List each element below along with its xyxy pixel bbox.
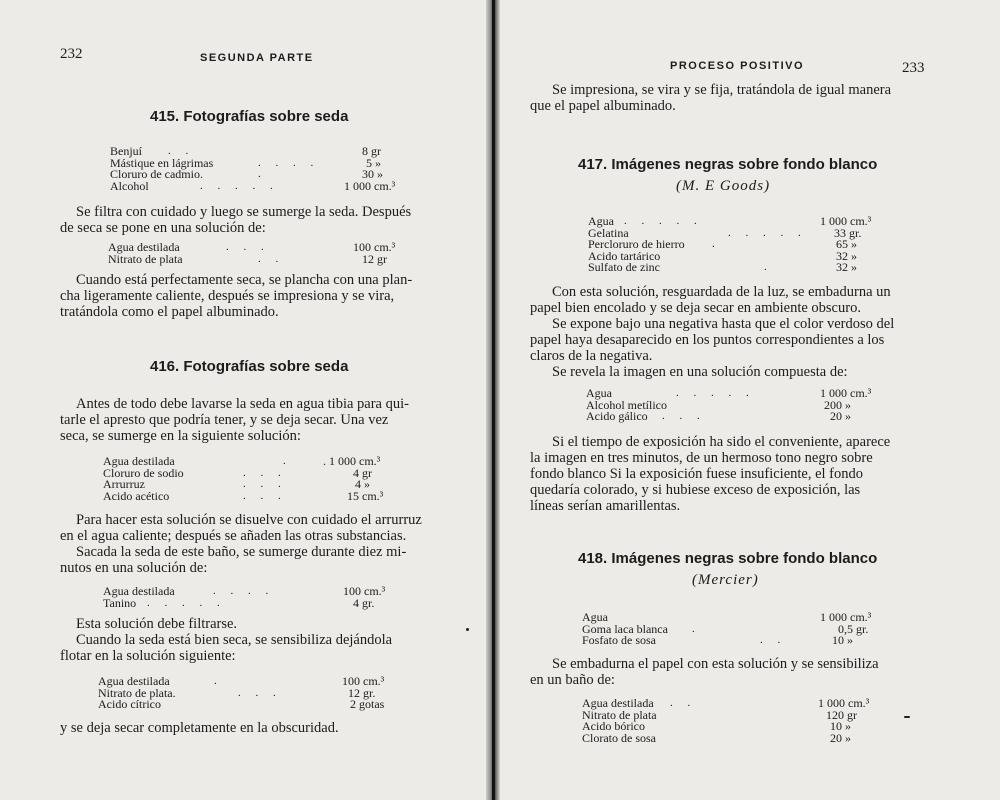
text-line: Esta solución debe filtrarse. xyxy=(76,616,238,632)
ingredient: Nitrato de plata xyxy=(582,707,657,722)
page-number: 232 xyxy=(60,46,83,62)
right-page xyxy=(500,0,1000,800)
section-subheading-418: (Mercier) xyxy=(692,572,759,588)
ingredient: Acido cítrico xyxy=(98,697,161,711)
recipe-415 xyxy=(110,146,410,192)
paragraph xyxy=(530,434,890,514)
amount: 12 gr xyxy=(362,251,387,266)
recipe-row xyxy=(103,595,413,610)
ingredient: Acido gálico xyxy=(586,409,648,423)
text-line: tarle el apresto que podría tener, y se deja secar. Una vez xyxy=(60,412,389,428)
page-number: 233 xyxy=(902,60,925,76)
running-head: PROCESO POSITIVO xyxy=(670,60,805,72)
text-line: Para hacer esta solución se disuelve con cuidado el arrurruz xyxy=(76,512,422,528)
text-line: Se embadurna el papel con esta solución y se sensibiliza xyxy=(552,656,879,672)
amount: 1 000 cm.³ xyxy=(818,696,870,710)
text-line: quedaría colorado, y si hubiese exceso de exposición, las xyxy=(530,482,861,498)
leader-dots: . . . xyxy=(662,410,706,422)
amount: 0,5 gr. xyxy=(838,621,869,636)
leader-dots: . . . xyxy=(243,478,287,490)
text-line: Se impresiona, se vira y se fija, tratándola de igual manera xyxy=(552,82,892,98)
text-line: nutos en una solución de: xyxy=(60,560,208,576)
text-line: Si el tiempo de exposición ha sido el conveniente, aparece xyxy=(552,434,891,450)
section-heading-416: 416. Fotografías sobre seda xyxy=(150,358,349,375)
print-speck xyxy=(904,716,910,718)
section-subheading-417: (M. E Goods) xyxy=(676,178,771,194)
leader-dots: . . . xyxy=(238,686,282,699)
text-line: que el papel albuminado. xyxy=(530,98,676,114)
amount: 200 » xyxy=(824,397,851,412)
ingredient: Goma laca blanca xyxy=(582,621,668,636)
amount: 32 » xyxy=(836,248,857,263)
section-heading-417: 417. Imágenes negras sobre fondo blanco xyxy=(578,156,878,173)
leader-dots: . xyxy=(764,261,773,273)
text-line: flotar en la solución siguiente: xyxy=(60,648,236,664)
leader-dots: . . xyxy=(760,634,787,646)
recipe-416-b xyxy=(103,586,413,609)
recipe-row xyxy=(103,488,413,503)
leader-dots: . . xyxy=(670,697,697,709)
amount: 8 gr xyxy=(362,144,381,158)
paragraph xyxy=(60,396,409,444)
recipe-row xyxy=(110,178,410,193)
ingredient: Fosfato de sosa xyxy=(582,633,656,647)
recipe-row xyxy=(108,251,408,266)
recipe-row xyxy=(582,635,882,647)
amount: 4 gr xyxy=(353,465,372,480)
leader-dots: . . . xyxy=(243,466,287,479)
leader-dots: . xyxy=(692,622,701,635)
amount: 100 cm.³ xyxy=(353,240,396,254)
recipe-row xyxy=(586,411,886,423)
text-line: Se filtra con cuidado y luego se sumerge la seda. Después xyxy=(76,204,412,220)
paragraph xyxy=(530,656,879,688)
amount: 5 » xyxy=(366,155,381,170)
ingredient: Cloruro de cadmio. xyxy=(110,167,203,181)
amount: 20 » xyxy=(830,409,851,423)
leader-dots: . xyxy=(283,455,292,467)
amount: 1 000 cm.³ xyxy=(820,386,872,400)
text-line: Con esta solución, resguardada de la luz, se embadurna un xyxy=(552,284,891,300)
amount: 10 » xyxy=(830,719,851,733)
text-line: Cuando está perfectamente seca, se plancha con una plan- xyxy=(76,272,413,288)
ingredient: Nitrato de plata. xyxy=(98,685,176,700)
leader-dots: . xyxy=(258,168,267,180)
ingredient: Percloruro de hierro xyxy=(588,237,685,251)
ingredient: Acido bórico xyxy=(582,719,645,733)
text-line: líneas serían amarillentas. xyxy=(530,498,681,514)
gutter-shadow xyxy=(492,0,495,800)
recipe-row xyxy=(98,699,408,711)
amount: 1 000 cm.³ xyxy=(820,610,872,624)
ingredient: Agua destilada xyxy=(582,696,654,710)
print-speck xyxy=(466,628,469,631)
amount: 65 » xyxy=(836,237,857,251)
ingredient: Benjuí xyxy=(110,144,142,158)
leader-dots: . . . . . xyxy=(147,596,226,609)
paragraph xyxy=(530,284,894,380)
paragraph xyxy=(60,512,422,576)
amount: 120 gr xyxy=(826,707,857,722)
text-line: la imagen en tres minutos, de un hermoso tono negro sobre xyxy=(530,450,873,466)
text-line: Antes de todo debe lavarse la seda en agua tibia para qui- xyxy=(76,396,409,412)
amount: 12 gr. xyxy=(348,685,376,700)
section-heading-418: 418. Imágenes negras sobre fondo blanco xyxy=(578,550,878,567)
paragraph xyxy=(60,616,392,664)
ingredient: Agua xyxy=(588,214,614,228)
ingredient: Sulfato de zinc xyxy=(588,260,660,274)
text-line: Se expone bajo una negativa hasta que el color verdoso del xyxy=(552,316,895,332)
leader-dots: . xyxy=(712,238,721,250)
ingredient: Nitrato de plata xyxy=(108,251,183,266)
left-page xyxy=(0,0,486,800)
ingredient: Agua destilada xyxy=(103,584,175,598)
text-line: Cuando la seda está bien seca, se sensibiliza dejándola xyxy=(76,632,393,648)
leader-dots: . . . xyxy=(226,241,270,253)
ingredient: Agua destilada xyxy=(98,674,170,688)
amount: 4 gr. xyxy=(353,595,375,610)
ingredient: Arrurruz xyxy=(103,477,145,491)
paragraph xyxy=(60,272,412,320)
leader-dots: . . . . . xyxy=(624,215,703,227)
ingredient: Alcohol xyxy=(110,178,149,193)
amount: 15 cm.³ xyxy=(347,488,384,503)
leader-dots: . . . . . xyxy=(728,226,807,239)
recipe-417-b xyxy=(586,388,886,423)
recipe-418-b xyxy=(582,698,882,744)
ingredient: Cloruro de sodio xyxy=(103,465,184,480)
leader-dots: . . . . . xyxy=(676,387,755,399)
recipe-416-c xyxy=(98,676,408,711)
text-line: en el agua caliente; después se añaden las otras substancias. xyxy=(60,528,407,544)
leader-dots: . . xyxy=(258,252,285,265)
recipe-row xyxy=(582,730,882,745)
ingredient: Gelatina xyxy=(588,225,629,240)
leader-dots: . xyxy=(214,675,223,687)
amount: 100 cm.³ xyxy=(342,674,385,688)
amount: 30 » xyxy=(362,167,383,181)
ingredient: Alcohol metílico xyxy=(586,397,667,412)
paragraph xyxy=(60,204,411,236)
text-line: Sacada la seda de este baño, se sumerge durante diez mi- xyxy=(76,544,407,560)
paragraph xyxy=(60,720,339,736)
text-line: de seca se pone en una solución de: xyxy=(60,220,266,236)
text-line: Se revela la imagen en una solución compuesta de: xyxy=(552,364,848,380)
amount: 1 000 cm.³ xyxy=(820,214,872,228)
text-line: claros de la negativa. xyxy=(530,348,653,364)
amount: 4 » xyxy=(355,477,370,491)
ingredient: Agua xyxy=(582,610,608,624)
section-heading-415: 415. Fotografías sobre seda xyxy=(150,108,349,125)
text-line: en un baño de: xyxy=(530,672,615,688)
ingredient: Mástique en lágrimas xyxy=(110,155,214,170)
text-line: tratándola como el papel albuminado. xyxy=(60,304,279,320)
amount: 1 000 cm.³ xyxy=(344,178,396,193)
recipe-418 xyxy=(582,612,882,647)
ingredient: Acido tartárico xyxy=(588,248,661,263)
text-line: fondo blanco Si la exposición fuese insuficiente, el fondo xyxy=(530,466,864,482)
text-line: cha ligeramente caliente, después se impresiona y se vira, xyxy=(60,288,395,304)
ingredient: Tanino xyxy=(103,595,137,610)
recipe-416 xyxy=(103,456,413,502)
leader-dots: . . . . xyxy=(213,585,275,597)
leader-dots: . . xyxy=(168,145,195,157)
leader-dots: . . . . xyxy=(258,156,320,169)
amount: . 1 000 cm.³ xyxy=(323,454,381,468)
ingredient: Agua xyxy=(586,386,612,400)
text-line: papel haya desaparecido en los puntos correspondientes a los xyxy=(530,332,885,348)
amount: 10 » xyxy=(832,633,853,647)
ingredient: Clorato de sosa xyxy=(582,730,656,745)
paragraph xyxy=(530,82,891,114)
ingredient: Agua destilada xyxy=(108,240,180,254)
ingredient: Agua destilada xyxy=(103,454,175,468)
recipe-417 xyxy=(588,216,888,274)
amount: 100 cm.³ xyxy=(343,584,386,598)
amount: 33 gr. xyxy=(834,225,862,240)
leader-dots: . . . . . xyxy=(200,179,279,192)
text-line: papel bien encolado y se deja secar en ambiente obscuro. xyxy=(530,300,861,316)
amount: 20 » xyxy=(830,730,851,745)
running-head: SEGUNDA PARTE xyxy=(200,52,314,64)
leader-dots: . . . xyxy=(243,489,287,502)
recipe-row xyxy=(588,262,888,274)
text-line: seca, se sumerge en la siguiente solución: xyxy=(60,428,301,444)
ingredient: Acido acético xyxy=(103,488,170,503)
amount: 32 » xyxy=(836,260,857,274)
recipe-415-b xyxy=(108,242,408,265)
text-line: y se deja secar completamente en la obscuridad. xyxy=(60,720,339,736)
amount: 2 gotas xyxy=(350,697,385,711)
